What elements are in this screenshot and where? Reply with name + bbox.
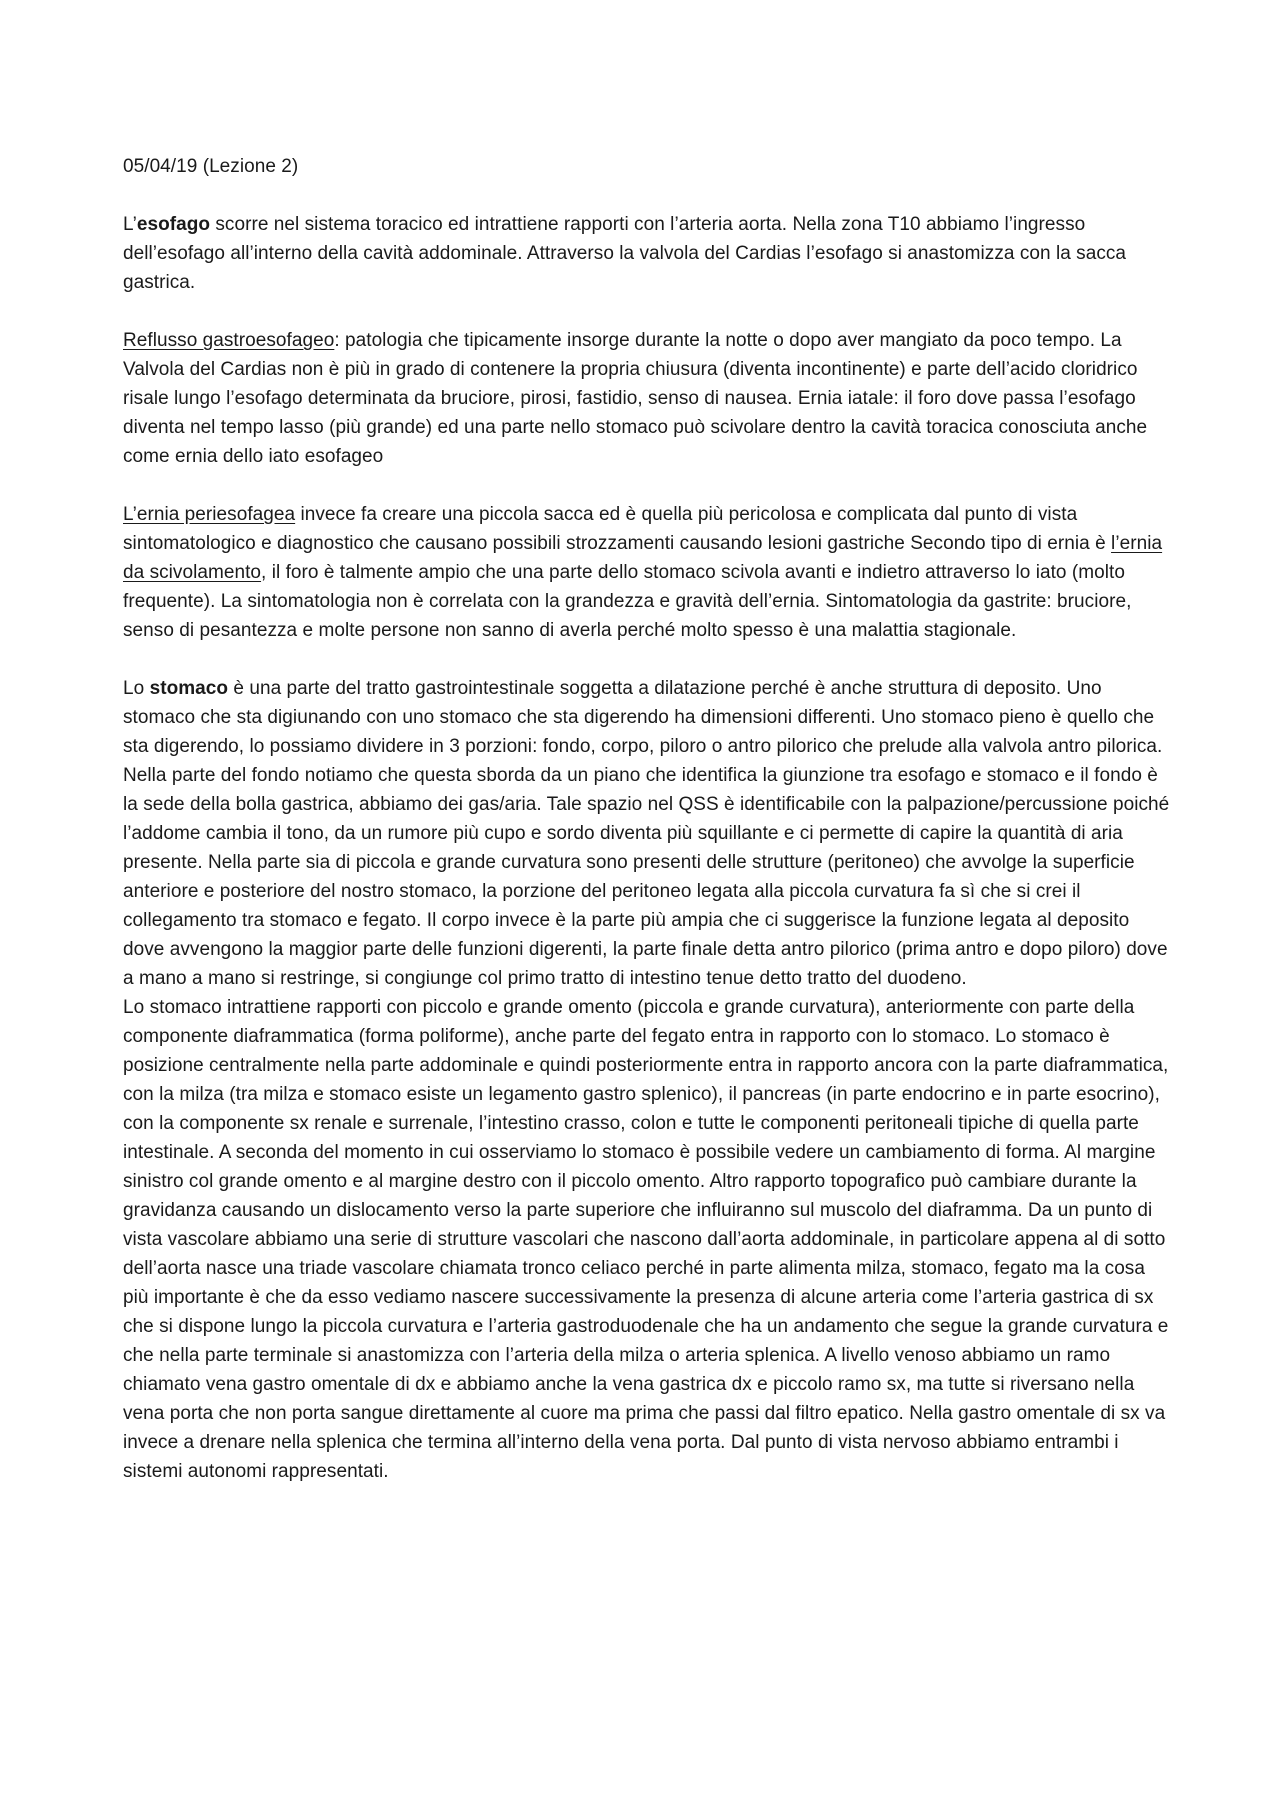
ernia-text-2: , il foro è talmente ampio che una parte dello stomaco scivola avanti e indietro attraverso lo iato (molto frequente). La sintomatologia non è correlata con la grandezza e gravità dell’ernia. Sintomatologia da gastrite: bruciore, senso di pesantezza e molte persone non sanno di averla perché molto spesso è una malattia stagionale. bbox=[123, 562, 1132, 641]
ernia-periesofagea-heading: L’ernia periesofagea bbox=[123, 504, 296, 525]
paragraph-reflusso bbox=[123, 326, 1173, 471]
stomaco-text: è una parte del tratto gastrointestinale soggetta a dilatazione perché è anche struttura di deposito. Uno stomaco che sta digiunando con uno stomaco che sta digerendo ha dimensioni differenti. Uno stomaco pieno è quello che sta digerendo, lo possiamo dividere in 3 porzioni: fondo, corpo, piloro o antro pilorico che prelude alla valvola antro pilorica. Nella parte del fondo notiamo che questa sborda da un piano che identifica la giunzione tra esofago e stomaco e il fondo è la sede della bolla gastrica, abbiamo dei gas/aria. Tale spazio nel QSS è identificabile con la palpazione/percussione poiché l’addome cambia il tono, da un rumore più cupo e sordo diventa più squillante e ci permette di capire la quantità di aria presente. Nella parte sia di piccola e grande curvatura sono presenti delle strutture (peritoneo) che avvolge la superficie anteriore e posteriore del nostro stomaco, la porzione del peritoneo legata alla piccola curvatura fa sì che si crei il collegamento tra stomaco e fegato. Il corpo invece è la parte più ampia che ci suggerisce la funzione legata al deposito dove avvengono la maggior parte delle funzioni digerenti, la parte finale detta antro pilorico (prima antro e dopo piloro) dove a mano a mano si restringe, si congiunge col primo tratto di intestino tenue detto tratto del duodeno. bbox=[123, 678, 1170, 989]
stomaco-term: stomaco bbox=[149, 678, 229, 699]
ernia-text-1: invece fa creare una piccola sacca ed è quella più pericolosa e complicata dal punto di vista sintomatologico e diagnostico che causano possibili strozzamenti causando lesioni gastriche Secondo tipo di ernia è bbox=[123, 504, 1112, 554]
paragraph-rapporti: Lo stomaco intrattiene rapporti con piccolo e grande omento (piccola e grande curvatura), anteriormente con parte della componente diaframmatica (forma poliforme), anche parte del fegato entra in rapporto con lo stomaco. Lo stomaco è posizione centralmente nella parte addominale e quindi posteriormente entra in rapporto ancora con la parte diaframmatica, con la milza (tra milza e stomaco esiste un legamento gastro splenico), il pancreas (in parte endocrino e in parte esocrino), con la componente sx renale e surrenale, l’intestino crasso, colon e tutte le componenti peritoneali tipiche di quella parte intestinale. A seconda del momento in cui osserviamo lo stomaco è possibile vedere un cambiamento di forma. Al margine sinistro col grande omento e al margine destro con il piccolo omento. Altro rapporto topografico può cambiare durante la gravidanza causando un dislocamento verso la parte superiore che influiranno sul muscolo del diaframma. Da un punto di vista vascolare abbiamo una serie di strutture vascolari che nascono dall’aorta addominale, in particolare appena al di sotto dell’aorta nasce una triade vascolare chiamata tronco celiaco perché in parte alimenta milza, stomaco, fegato ma la cosa più importante è che da esso vediamo nascere successivamente la presenza di alcune arteria come l’arteria gastrica di sx che si dispone lungo la piccola curvatura e l’arteria gastroduodenale che ha un andamento che segue la grande curvatura e che nella parte terminale si anastomizza con l’arteria della milza o arteria splenica. A livello venoso abbiamo un ramo chiamato vena gastro omentale di dx e abbiamo anche la vena gastrica dx e piccolo ramo sx, ma tutte si riversano nella vena porta che non porta sangue direttamente al cuore ma prima che passi dal filtro epatico. Nella gastro omentale di sx va invece a drenare nella splenica che termina all’interno della vena porta. Dal punto di vista nervoso abbiamo entrambi i sistemi autonomi rappresentati. bbox=[123, 997, 1169, 1482]
paragraph-ernia bbox=[123, 500, 1173, 645]
reflusso-text: : patologia che tipicamente insorge durante la notte o dopo aver mangiato da poco tempo. La Valvola del Cardias non è più in grado di contenere la propria chiusura (diventa incontinente) e parte dell’acido cloridrico risale lungo l’esofago determinata da bruciore, pirosi, fastidio, senso di nausea. Ernia iatale: il foro dove passa l’esofago diventa nel tempo lasso (più grande) ed una parte nello stomaco può scivolare dentro la cavità toracica conosciuta anche come ernia dello iato esofageo bbox=[123, 330, 1148, 467]
date-line: 05/04/19 (Lezione 2) bbox=[123, 156, 299, 177]
esofago-text: scorre nel sistema toracico ed intrattiene rapporti con l’arteria aorta. Nella zona T10 abbiamo l’ingresso dell’esofago all’interno della cavità addominale. Attraverso la valvola del Cardias l’esofago si anastomizza con la sacca gastrica. bbox=[123, 214, 1127, 293]
stomaco-lead: Lo bbox=[123, 678, 150, 699]
reflusso-heading: Reflusso gastroesofageo bbox=[123, 330, 335, 351]
paragraph-esofago bbox=[123, 210, 1173, 297]
ernia-scivolamento-heading: l’ernia da scivolamento bbox=[123, 533, 1163, 583]
esofago-term: esofago bbox=[136, 214, 211, 235]
esofago-lead: L’ bbox=[123, 214, 137, 235]
document-page bbox=[123, 152, 1173, 1515]
paragraph-stomaco bbox=[123, 674, 1173, 993]
